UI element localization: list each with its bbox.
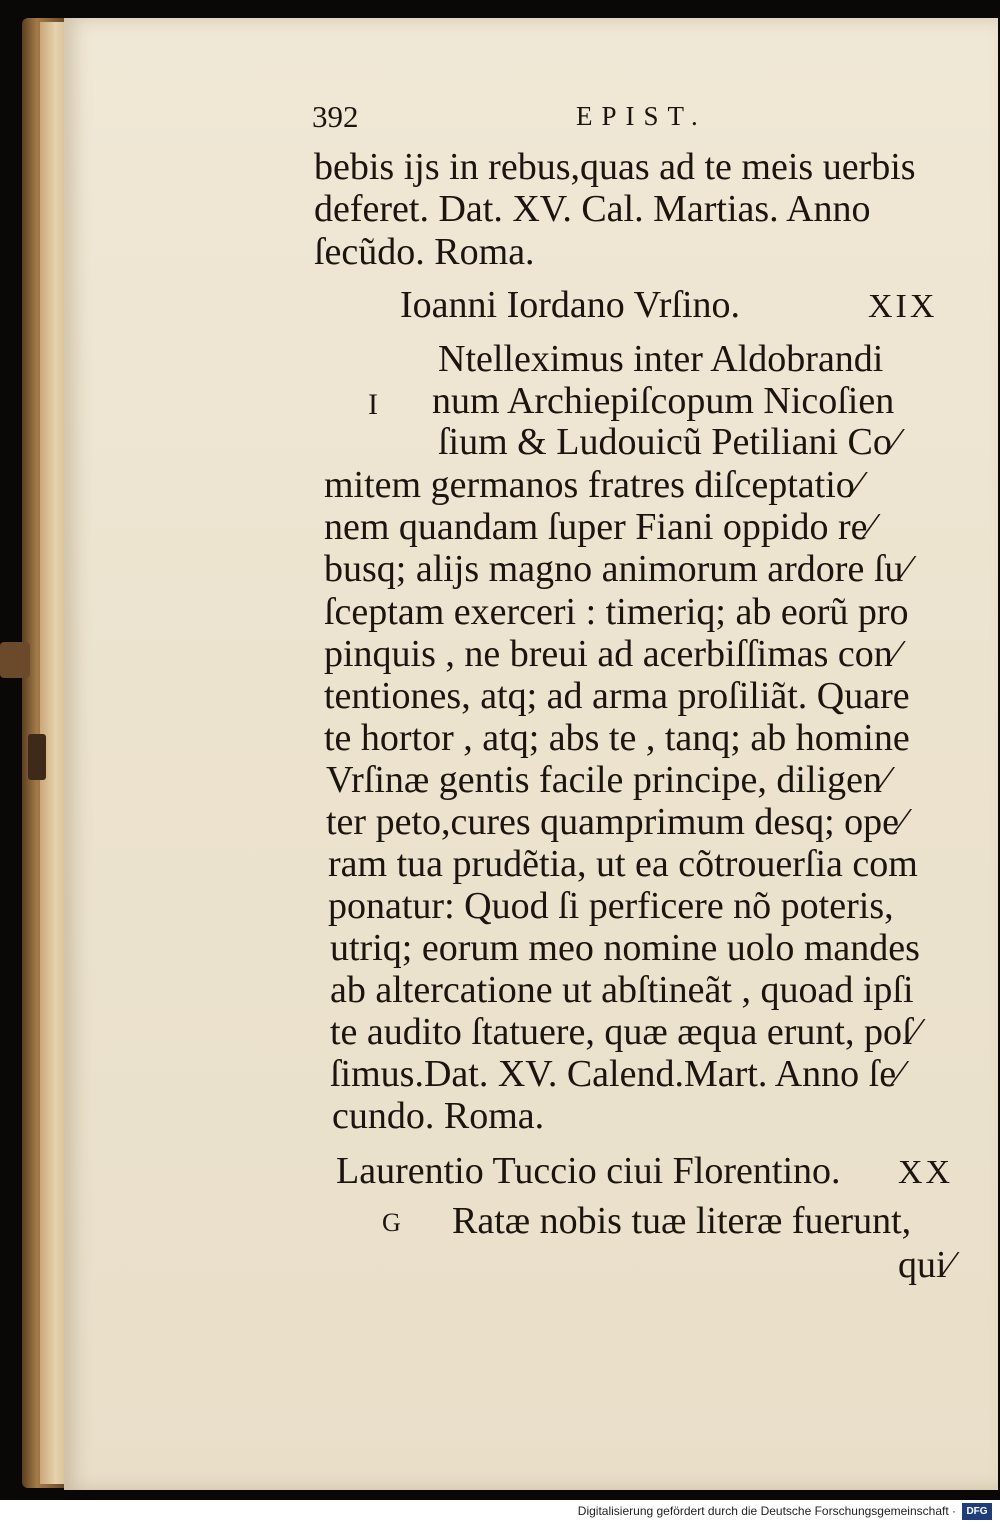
text-line: busq; alijs magno animorum ardore ſu⁄: [324, 548, 910, 590]
text-line: utriq; eorum meo nomine uolo mandes: [330, 927, 920, 969]
text-line: Ntelleximus inter Aldobrandi: [438, 338, 884, 380]
text-line: ſceptam exerceri : timeriq; ab eorũ pro: [324, 591, 909, 633]
text-line: ſimus.Dat. XV. Calend.Mart. Anno ſe⁄: [330, 1053, 903, 1095]
clasp-tab: [28, 734, 46, 780]
text-line: ponatur: Quod ſi perficere nõ poteris,: [328, 885, 894, 927]
page-number: 392: [312, 99, 359, 134]
text-line: nem quandam ſuper Fiani oppido re⁄: [324, 506, 874, 548]
funding-credit: Digitalisierung gefördert durch die Deutsche Forschungsgemeinschaft ·: [577, 1504, 956, 1518]
clasp-tab: [0, 642, 30, 678]
text-line: ab altercatione ut abſtineãt , quoad ipſi: [330, 969, 914, 1011]
text-line: mitem germanos fratres diſceptatio⁄: [324, 464, 862, 506]
text-line: tentiones, atq; ad arma proſiliãt. Quare: [324, 675, 910, 717]
text-line: num Archiepiſcopum Nicoſien: [432, 380, 895, 422]
dfg-logo-icon: DFG: [962, 1503, 992, 1520]
initial-letter: G: [382, 1208, 401, 1237]
text-line: Ratæ nobis tuæ literæ fuerunt,: [452, 1200, 912, 1242]
text-line: deferet. Dat. XV. Cal. Martias. Anno: [314, 188, 871, 230]
text-line: te hortor , atq; abs te , tanq; ab homine: [324, 717, 910, 759]
text-line: ſecũdo. Roma.: [314, 231, 535, 273]
text-line: Vrſinæ gentis facile principe, diligen⁄: [326, 759, 889, 801]
text-line: pinquis , ne breui ad acerbiſſimas con⁄: [324, 633, 900, 675]
text-line: ſium & Ludouicũ Petiliani Co⁄: [438, 421, 899, 463]
running-head: EPIST.: [576, 101, 707, 131]
text-line: ram tua prudẽtia, ut ea cõtrouerſia com: [328, 843, 918, 885]
text-line: ter peto,cures quamprimum desq; ope⁄: [326, 801, 906, 843]
catchword: qui⁄: [898, 1244, 953, 1286]
text-line: bebis ijs in rebus,quas ad te meis uerbis: [314, 146, 916, 188]
text-line: te audito ſtatuere, quæ æqua erunt, poſ⁄: [330, 1011, 919, 1053]
text-line: cundo. Roma.: [332, 1095, 545, 1137]
initial-letter: I: [368, 388, 378, 421]
letter-addressee: Ioanni Iordano Vrſino.: [400, 284, 740, 326]
letter-addressee: Laurentio Tuccio ciui Florentino.: [336, 1150, 841, 1192]
letter-number: XIX: [868, 288, 938, 325]
footer-bar: [0, 1500, 1000, 1524]
letter-number: XX: [898, 1154, 954, 1191]
